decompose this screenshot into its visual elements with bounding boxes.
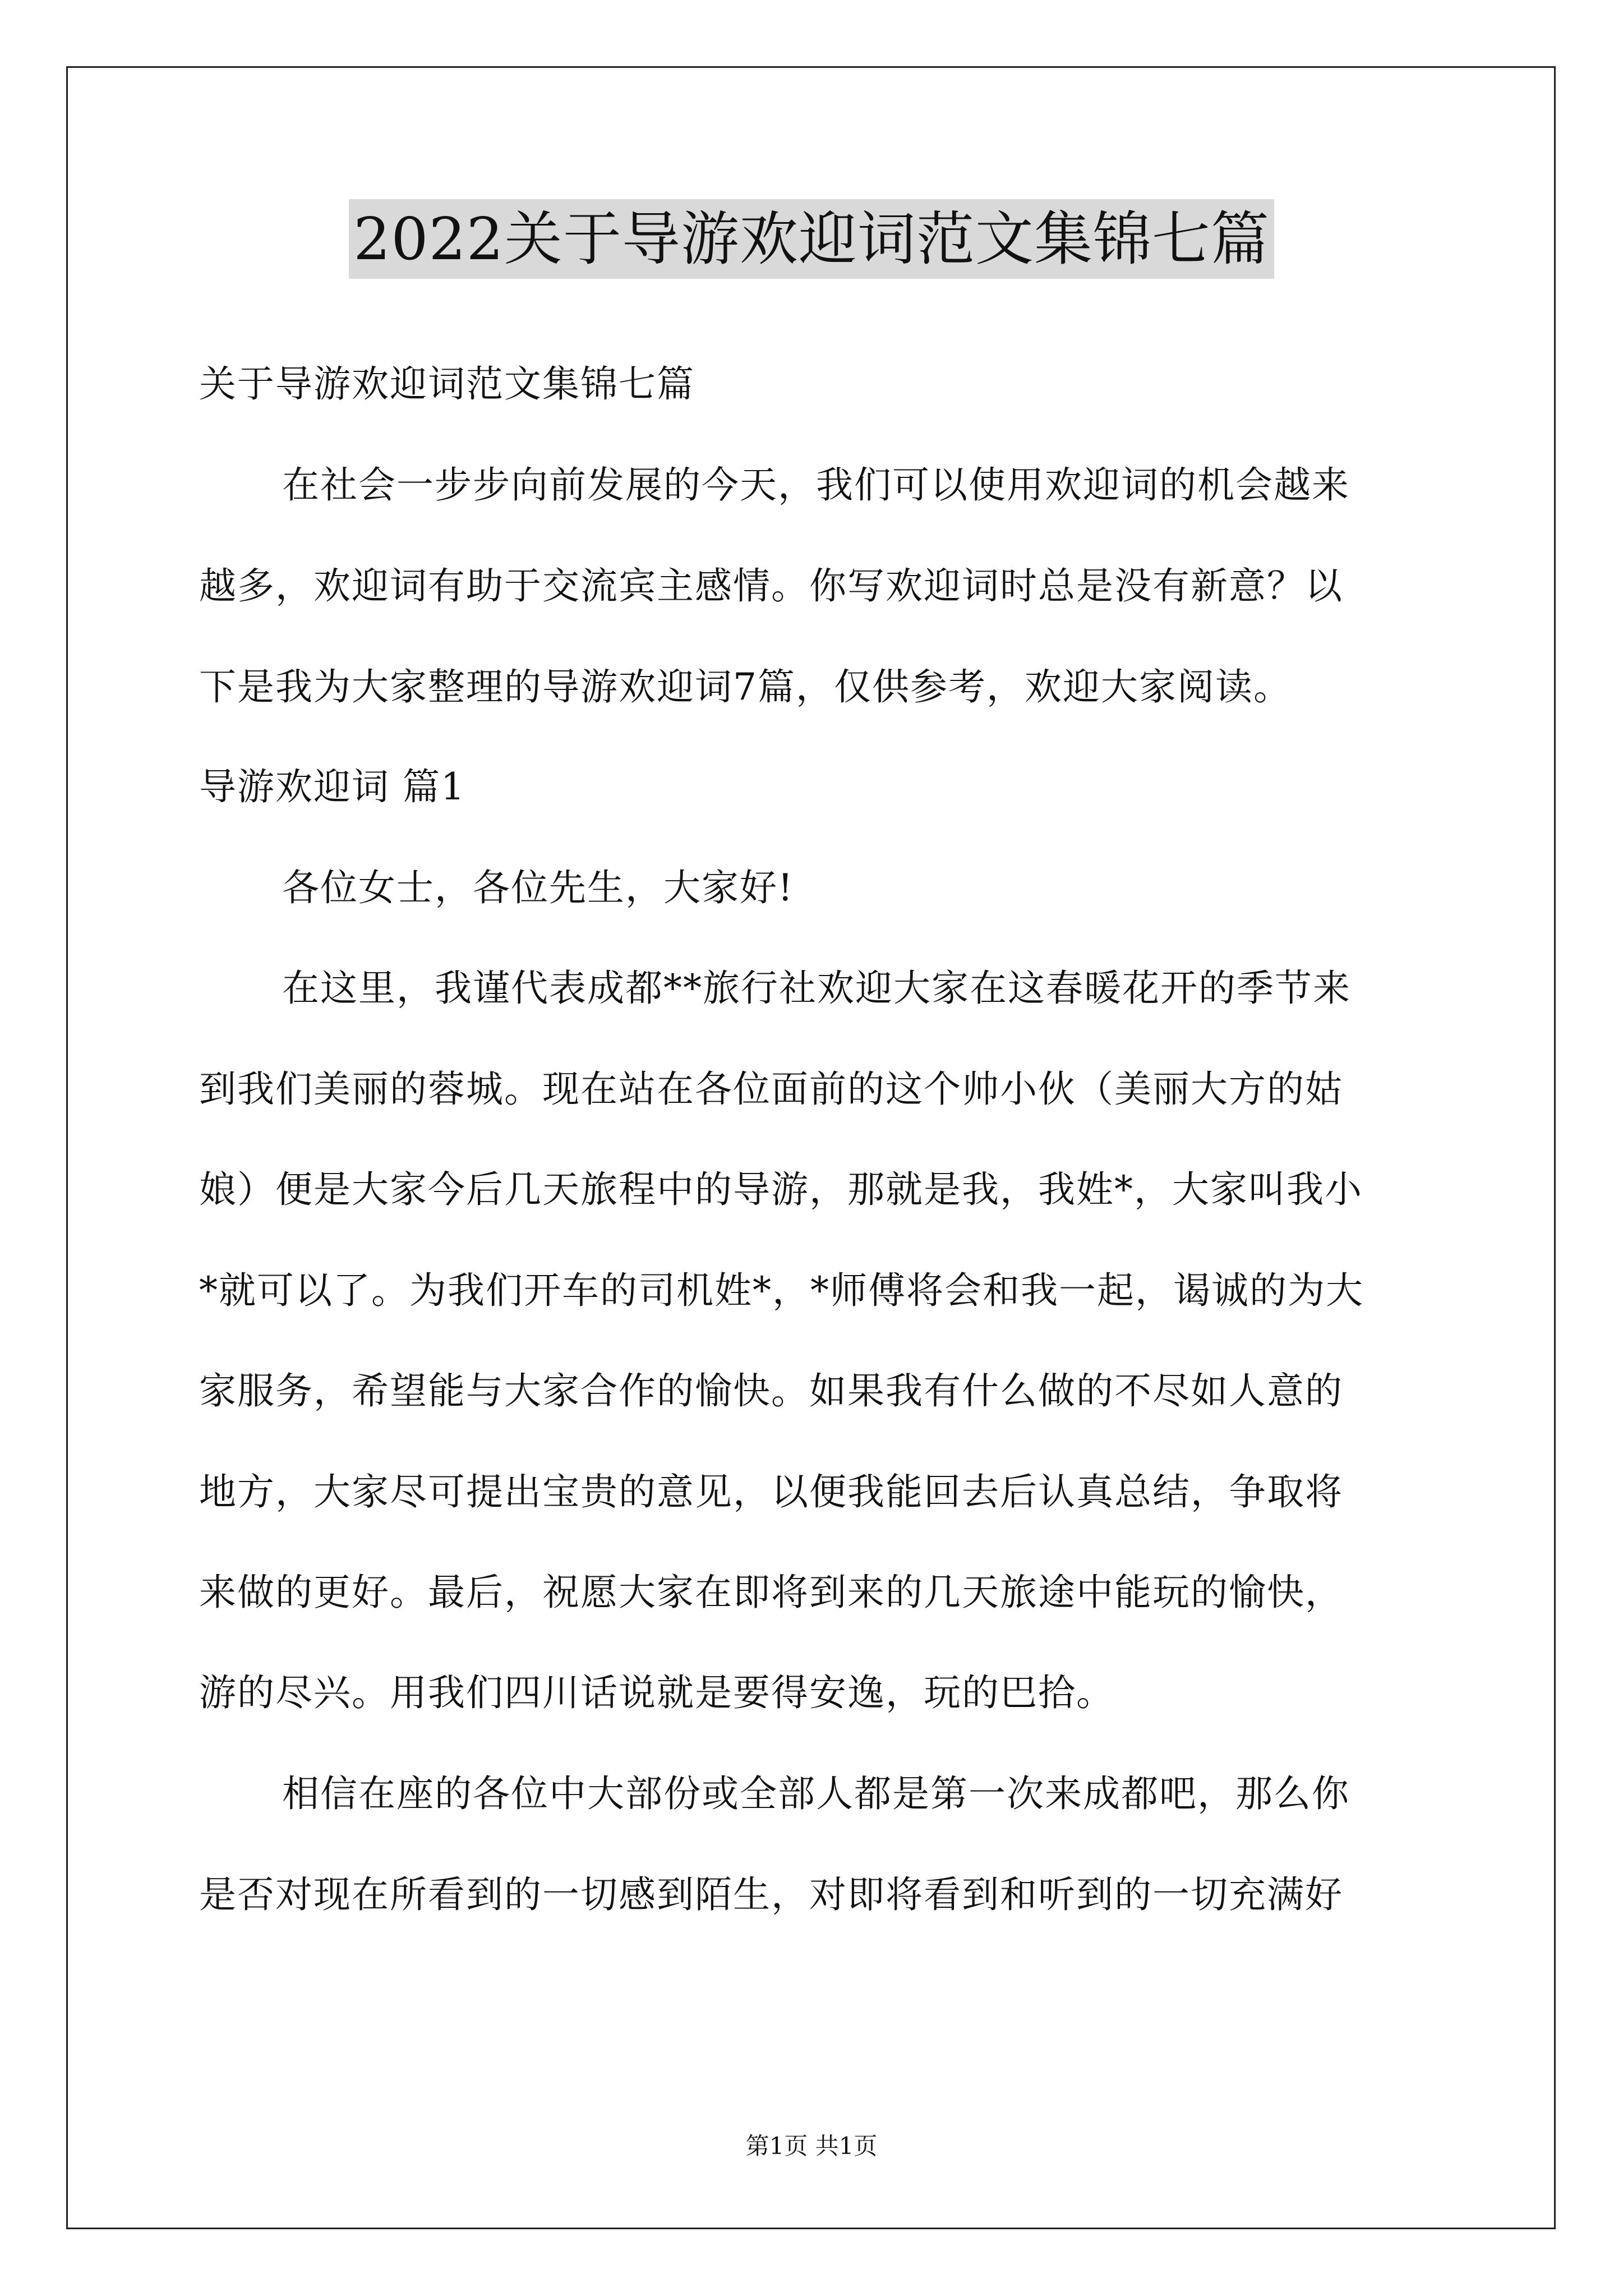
paragraph-line: 相信在座的各位中大部份或全部人都是第一次来成都吧，那么你: [282, 1772, 1350, 1815]
paragraph-line: 家服务，希望能与大家合作的愉快。如果我有什么做的不尽如人意的: [199, 1369, 1343, 1412]
subtitle-line: 关于导游欢迎词范文集锦七篇: [199, 362, 695, 406]
paragraph-line: 到我们美丽的蓉城。现在站在各位面前的这个帅小伙（美丽大方的姑: [199, 1068, 1343, 1111]
paragraph-line: 游的尽兴。用我们四川话说就是要得安逸，玩的巴拾。: [199, 1671, 1114, 1714]
section-heading: 导游欢迎词 篇1: [199, 765, 465, 808]
paragraph-line: 各位女士，各位先生，大家好!: [282, 866, 794, 909]
paragraph-line: 越多，欢迎词有助于交流宾主感情。你写欢迎词时总是没有新意？以: [199, 564, 1343, 608]
paragraph-line: 来做的更好。最后，祝愿大家在即将到来的几天旅途中能玩的愉快，: [199, 1571, 1343, 1614]
paragraph-line: 地方，大家尽可提出宝贵的意见，以便我能回去后认真总结，争取将: [199, 1470, 1343, 1513]
document-title: 2022关于导游欢迎词范文集锦七篇: [349, 199, 1274, 279]
paragraph-line: 在这里，我谨代表成都**旅行社欢迎大家在这春暖花开的季节来: [282, 967, 1351, 1010]
paragraph-line: 娘）便是大家今后几天旅程中的导游，那就是我，我姓*，大家叫我小: [199, 1168, 1363, 1211]
paragraph-line: 在社会一步步向前发展的今天，我们可以使用欢迎词的机会越来: [282, 463, 1350, 507]
paragraph-line: 是否对现在所看到的一切感到陌生，对即将看到和听到的一切充满好: [199, 1873, 1343, 1916]
paragraph-line: 下是我为大家整理的导游欢迎词7篇，仅供参考，欢迎大家阅读。: [199, 665, 1292, 708]
title-container: [0, 199, 1623, 279]
page-footer: 第1页 共1页: [745, 2132, 878, 2160]
paragraph-line: *就可以了。为我们开车的司机姓*，*师傅将会和我一起，谒诚的为大: [199, 1269, 1364, 1312]
